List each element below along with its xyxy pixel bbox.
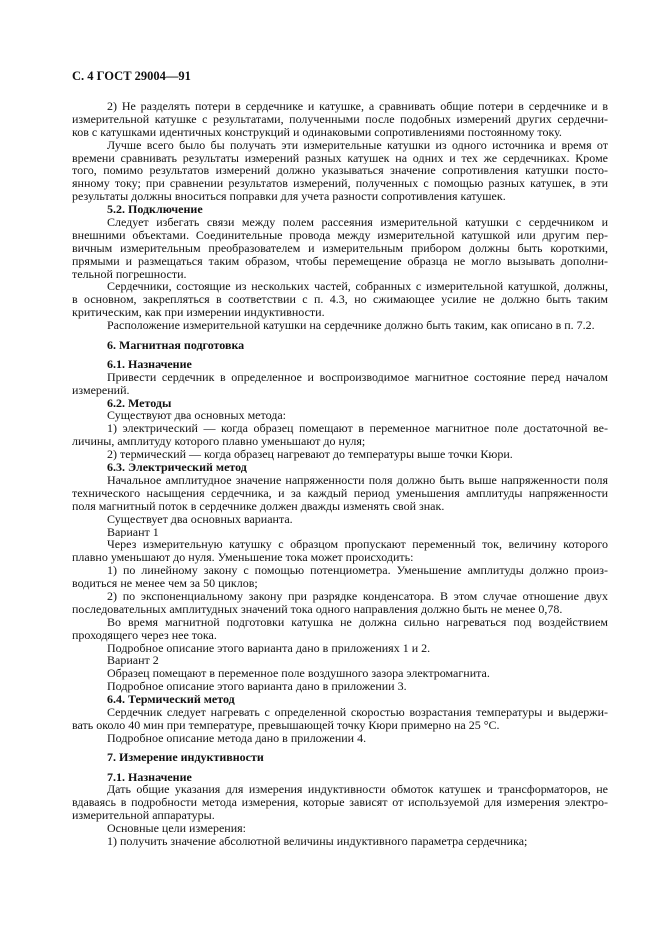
text-line: Привести сердечник в определенное и воспроизводимое магнитное состояние перед началом <box>107 370 608 384</box>
paragraph <box>72 319 608 332</box>
text-line: Вариант 1 <box>107 525 159 539</box>
paragraph <box>72 732 608 745</box>
paragraph <box>72 667 608 680</box>
section-heading <box>72 693 608 706</box>
paragraph <box>72 371 608 397</box>
text-line: времени сравнивать результаты измерений разных катушек на одних и тех же сердечниках. Кроме <box>72 151 608 165</box>
text-line: Дать общие указания для измерения индуктивности обмоток катушек и трансформаторов, не <box>107 783 608 797</box>
text-line: 6.4. Термический метод <box>107 693 235 706</box>
text-line: вичным измерительным преобразователем и измерительным прибором должны быть короткими, <box>72 241 608 255</box>
section-heading <box>72 771 608 784</box>
text-line: 6.3. Электрический метод <box>107 461 247 474</box>
paragraph <box>72 448 608 461</box>
text-line: Подробное описание метода дано в приложении 4. <box>107 731 367 745</box>
text-line: критическим, как при измерении индуктивности. <box>72 306 325 320</box>
paragraph <box>72 100 608 139</box>
text-line: 2) термический — когда образец нагревают до температуры выше точки Кюри. <box>107 448 513 462</box>
text-line: 7.1. Назначение <box>107 770 192 784</box>
text-line: 2) по экспоненциальному закону при разрядке конденсатора. В этом случае отношение двух <box>107 589 608 603</box>
document-body <box>72 100 608 848</box>
text-line: Во время магнитной подготовки катушка не должна сильно нагреваться под воздействием <box>107 615 608 629</box>
text-line: технического насыщения сердечника, и за каждый период уменьшения амплитуды напряженности <box>72 486 608 500</box>
text-line: Сердечник следует нагревать с определенной скоростью возрастания температуры и выдержи- <box>107 705 608 719</box>
text-line: 6.2. Методы <box>107 396 172 410</box>
text-line: 1) получить значение абсолютной величины индуктивного параметра сердечника; <box>107 834 528 848</box>
text-line: Основные цели измерения: <box>107 822 246 835</box>
text-line: ков с катушками идентичных конструкций и одинаковыми сопротивлениями постоянному току. <box>72 125 562 139</box>
text-line: 7. Измерение индуктивности <box>107 751 264 765</box>
text-line: прямыми и размещаться таким образом, чтобы перемещение образца не могло вызывать дополни- <box>72 254 608 268</box>
text-line: последовательных амплитудных значений тока одного направления должно быть не менее 0,78. <box>72 602 563 616</box>
paragraph <box>72 409 608 422</box>
paragraph <box>72 538 608 564</box>
text-line: Лучше всего было бы получать эти измерительные катушки из одного источника и время от <box>107 138 608 152</box>
text-line: измерительной катушке с результатами, полученными после подобных измерений других сердечни- <box>72 112 608 126</box>
paragraph <box>72 642 608 655</box>
section-heading <box>72 461 608 474</box>
text-line: янному току; при сравнении результатов измерений, полученных с помощью разных катушек, в эти <box>72 177 608 191</box>
text-line: Следует избегать связи между полем рассеяния измерительной катушки с сердечником и <box>107 216 608 229</box>
text-line: 6.1. Назначение <box>107 357 192 371</box>
text-line: Через измерительную катушку с образцом пропускают переменный ток, величину которого <box>107 538 608 552</box>
text-line: 1) электрический — когда образец помещают в переменное магнитное поле достаточной ве- <box>107 422 608 436</box>
section-heading <box>72 339 608 352</box>
paragraph <box>72 706 608 732</box>
section-heading <box>72 751 608 764</box>
paragraph <box>72 680 608 693</box>
paragraph <box>72 422 608 448</box>
text-line: плавно уменьшают до нуля. Уменьшение тока может происходить: <box>72 551 414 565</box>
text-line: проходящего через нее тока. <box>72 628 217 642</box>
paragraph <box>72 216 608 280</box>
paragraph <box>72 139 608 203</box>
page-header: С. 4 ГОСТ 29004—91 <box>72 69 191 83</box>
text-line: личины, амплитуду которого плавно уменьшают до нуля; <box>72 435 366 449</box>
text-line: внешними объектами. Соединительные провода между измерительной катушкой или другим пер- <box>72 228 608 242</box>
paragraph <box>72 280 608 319</box>
section-heading <box>72 203 608 216</box>
text-line: Сердечники, состоящие из нескольких частей, собранных с измерительной катушкой, должны, <box>107 280 608 294</box>
text-line: 1) по линейному закону с помощью потенциометра. Уменьшение амплитуды должно произ- <box>107 564 608 578</box>
paragraph <box>72 474 608 513</box>
section-heading <box>72 358 608 371</box>
text-line: измерений. <box>72 383 130 397</box>
paragraph <box>72 564 608 590</box>
text-line: Вариант 2 <box>107 654 159 668</box>
text-line: Подробное описание этого варианта дано в приложениях 1 и 2. <box>107 641 431 655</box>
text-line: Образец помещают в переменное поле воздушного зазора электромагнита. <box>107 667 490 681</box>
paragraph <box>72 654 608 667</box>
text-line: Начальное амплитудное значение напряженности поля должно быть выше напряженности поля <box>107 473 608 487</box>
paragraph <box>72 513 608 526</box>
text-line: Существуют два основных метода: <box>107 409 287 423</box>
text-line: того, помимо результатов измерений должно указываться значение сопротивления катушки посто- <box>72 164 608 178</box>
paragraph <box>72 835 608 848</box>
section-heading <box>72 397 608 410</box>
paragraph <box>72 822 608 835</box>
text-line: тельной погрешности. <box>72 267 187 281</box>
paragraph <box>72 590 608 616</box>
paragraph <box>72 526 608 539</box>
text-line: 6. Магнитная подготовка <box>107 338 245 352</box>
text-line: вать около 40 мин при температуре, превышающей точку Кюри примерно на 25 °С. <box>72 718 500 732</box>
paragraph <box>72 616 608 642</box>
text-line: 2) Не разделять потери в сердечнике и катушке, а сравнивать общие потери в сердечнике и в <box>107 100 608 113</box>
text-line: водиться не менее чем за 50 циклов; <box>72 577 258 590</box>
paragraph <box>72 783 608 822</box>
text-line: в основном, закрепляться в соответствии с п. 4.3, но сжимающее усилие не должно быть таким <box>72 293 608 307</box>
text-line: измерительной аппаратуры. <box>72 809 215 823</box>
text-line: Существует два основных варианта. <box>107 512 293 526</box>
text-line: вдаваясь в подробности метода измерения, которые зависят от используемой для измерения электро- <box>72 796 608 810</box>
text-line: Расположение измерительной катушки на сердечнике должно быть таким, как описано в п. 7.2. <box>107 319 595 333</box>
text-line: поля магнитный поток в сердечнике должен дважды изменять свой знак. <box>72 499 445 513</box>
text-line: Подробное описание этого варианта дано в приложении 3. <box>107 680 407 694</box>
text-line: результаты должны вноситься поправки для учета разности сопротивления катушек. <box>72 190 506 204</box>
text-line: 5.2. Подключение <box>107 203 203 217</box>
